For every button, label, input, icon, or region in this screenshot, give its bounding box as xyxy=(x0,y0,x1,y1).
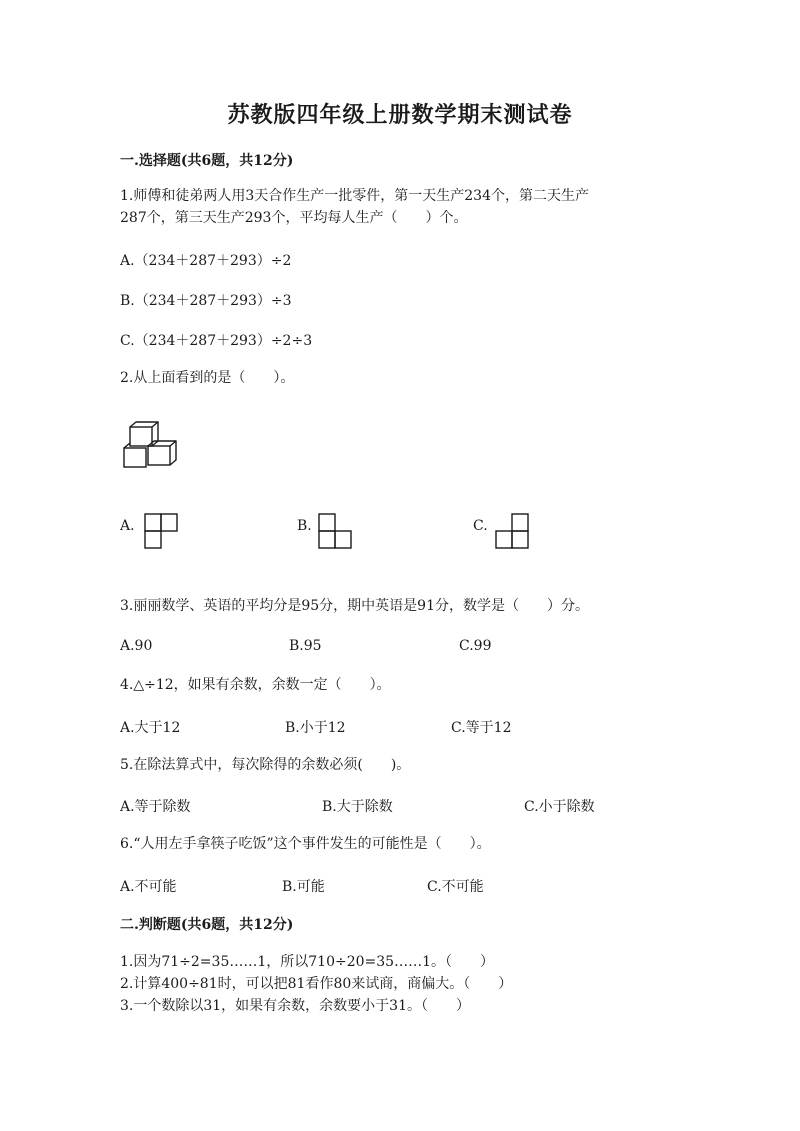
page-title: 苏教版四年级上册数学期末测试卷 xyxy=(227,102,573,128)
question-4-text: 4.△÷12，如果有余数，余数一定（ ）。 xyxy=(120,677,391,693)
question-4-option-b[interactable]: B.小于12 xyxy=(285,720,346,736)
judge-item-3: 3.一个数除以31，如果有余数，余数要小于31。（ ） xyxy=(120,998,470,1014)
question-5-text: 5.在除法算式中，每次除得的余数必须( )。 xyxy=(120,757,411,773)
question-3-option-a[interactable]: A.90 xyxy=(120,638,153,654)
question-5-option-c[interactable]: C.小于除数 xyxy=(524,799,595,815)
cube-stack-figure xyxy=(120,420,182,470)
question-5-option-b[interactable]: B.大于除数 xyxy=(322,799,393,815)
question-3-option-c[interactable]: C.99 xyxy=(459,638,492,654)
question-4-option-c[interactable]: C.等于12 xyxy=(451,720,512,736)
question-6-option-a[interactable]: A.不可能 xyxy=(120,879,177,895)
question-2-option-b-label[interactable]: B. xyxy=(297,518,312,534)
section-heading-choice: 一.选择题(共6题，共12分) xyxy=(120,153,294,169)
question-1-option-a[interactable]: A.（234＋287＋293）÷2 xyxy=(120,253,292,269)
question-2-text: 2.从上面看到的是（ ）。 xyxy=(120,370,295,386)
top-view-option-a-icon xyxy=(144,513,178,549)
question-2-option-a-label[interactable]: A. xyxy=(120,518,135,534)
judge-item-2: 2.计算400÷81时，可以把81看作80来试商，商偏大。（ ） xyxy=(120,976,513,992)
question-6-option-c[interactable]: C.不可能 xyxy=(427,879,484,895)
section-heading-true-false: 二.判断题(共6题，共12分) xyxy=(120,917,294,933)
top-view-option-c-icon xyxy=(495,513,529,549)
question-5-option-a[interactable]: A.等于除数 xyxy=(120,799,191,815)
question-6-option-b[interactable]: B.可能 xyxy=(282,879,325,895)
top-view-option-b-icon xyxy=(318,513,352,549)
question-3-option-b[interactable]: B.95 xyxy=(289,638,322,654)
question-2-option-c-label[interactable]: C. xyxy=(473,518,488,534)
question-3-text: 3.丽丽数学、英语的平均分是95分，期中英语是91分，数学是（ ）分。 xyxy=(120,598,589,614)
question-1-line-1: 1.师傅和徒弟两人用3天合作生产一批零件，第一天生产234个，第二天生产 xyxy=(120,188,589,204)
question-6-text: 6.“人用左手拿筷子吃饭”这个事件发生的可能性是（ ）。 xyxy=(120,836,491,852)
question-4-option-a[interactable]: A.大于12 xyxy=(120,720,181,736)
question-1-option-b[interactable]: B.（234＋287＋293）÷3 xyxy=(120,293,292,309)
question-1-option-c[interactable]: C.（234＋287＋293）÷2÷3 xyxy=(120,333,313,349)
judge-item-1: 1.因为71÷2=35……1，所以710÷20=35……1。（ ） xyxy=(120,954,494,970)
question-1-line-2: 287个，第三天生产293个，平均每人生产（ ）个。 xyxy=(120,210,468,226)
